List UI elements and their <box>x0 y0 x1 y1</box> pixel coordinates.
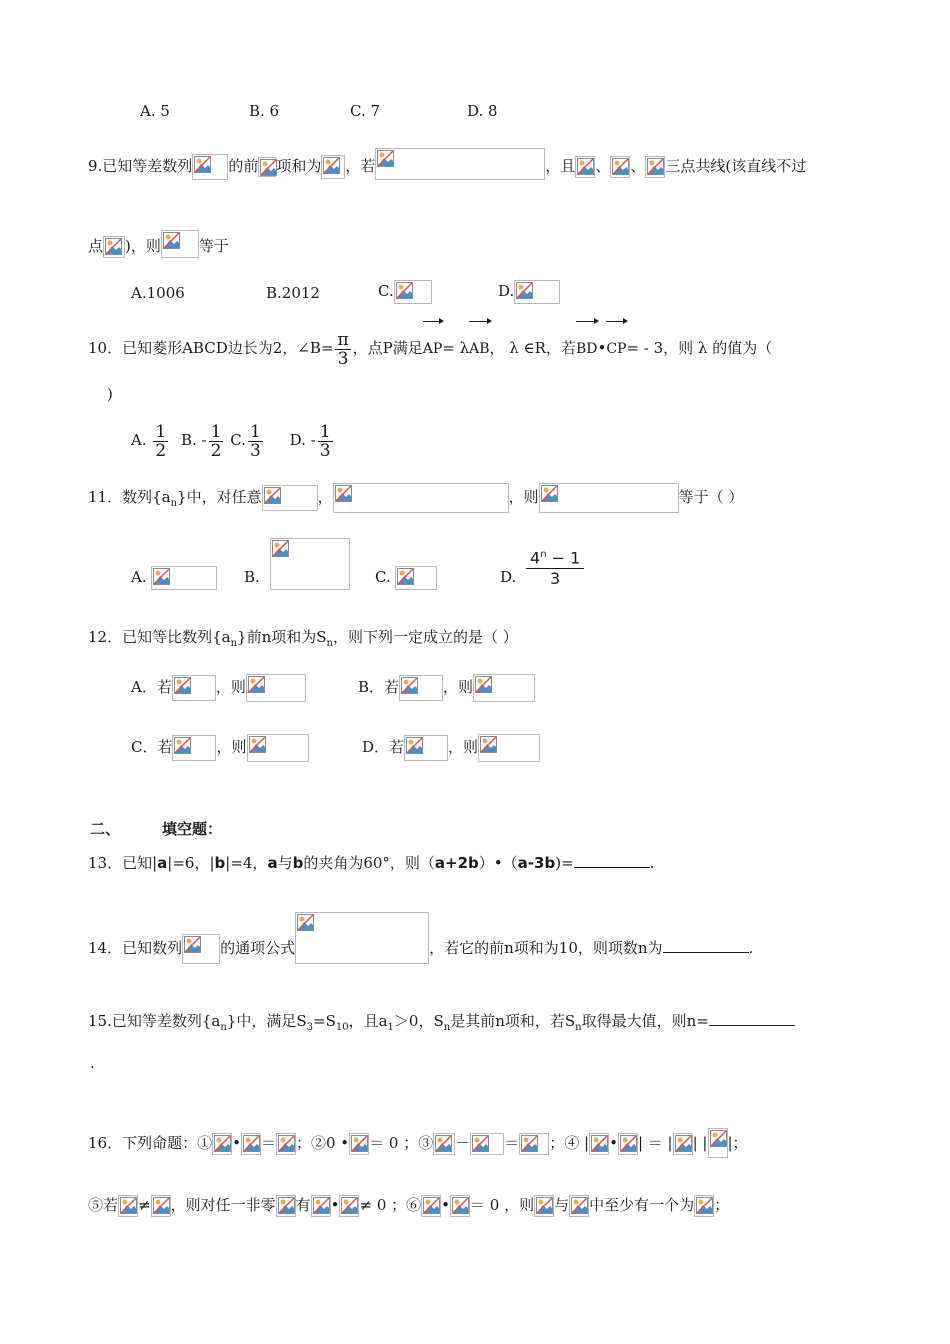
q15-trailing-dot: . <box>90 1054 95 1072</box>
q13-text: 13．已知| <box>88 854 158 872</box>
numerator-exponent: n <box>540 549 547 560</box>
q13-text: |=4， <box>225 854 268 872</box>
q10-text: ，点P满足 <box>352 339 423 357</box>
q13-text: |=6，| <box>167 854 215 872</box>
image-placeholder-icon <box>708 1128 728 1158</box>
q9-text: 9.已知等差数列 <box>88 157 193 175</box>
q9-option-d <box>498 280 560 304</box>
q9-text: 、 <box>630 157 646 175</box>
q8-option-c: C. 7 <box>350 102 381 120</box>
q9-text: 的前 <box>228 157 259 175</box>
q11-text: ，则 <box>508 488 539 506</box>
dot-operator: • <box>330 1196 340 1214</box>
fraction-numerator <box>526 545 584 569</box>
q10-option-a-label: A. <box>131 431 147 449</box>
image-placeholder-icon <box>694 1195 714 1217</box>
q11-line1 <box>88 480 743 521</box>
q13-text: 的夹角为60°，则（ <box>303 854 435 872</box>
subscript: n <box>220 1022 227 1033</box>
vector-a: a <box>267 854 278 872</box>
q11-text: 等于（ ） <box>678 488 744 506</box>
q9-text: 、 <box>595 157 611 175</box>
vector-cp: CP <box>606 318 626 374</box>
image-placeholder-icon <box>395 566 437 590</box>
image-placeholder-icon <box>161 230 199 258</box>
q16-text: | ＝ | <box>637 1134 673 1152</box>
equals-sign: ＝ <box>260 1134 276 1152</box>
image-placeholder-icon <box>473 674 535 702</box>
q12-text: ，则下列一定成立的是（ ） <box>332 628 518 646</box>
q9-text: )，则 <box>125 237 161 255</box>
q16-text: 与 <box>554 1196 570 1214</box>
dot-operator: • <box>441 1196 450 1214</box>
dot-operator: • <box>597 339 607 357</box>
image-placeholder-icon <box>262 485 318 511</box>
not-equal-sign: ≠ <box>138 1196 151 1214</box>
q16-text: | | <box>692 1134 708 1152</box>
image-placeholder-icon <box>399 675 443 701</box>
q12-option-label: A．若 <box>131 678 172 696</box>
image-placeholder-icon <box>514 280 560 304</box>
q15-text: }中，满足S <box>226 1012 307 1030</box>
image-placeholder-icon <box>575 156 595 178</box>
vector-ap: AP <box>423 318 443 374</box>
q11-option-a-label: A. <box>131 568 147 586</box>
image-placeholder-icon <box>421 1195 441 1217</box>
image-placeholder-icon <box>519 1133 549 1155</box>
image-placeholder-icon <box>375 148 545 180</box>
fraction-denominator: 2 <box>155 440 167 461</box>
q11-option-b-label: B. <box>244 568 260 586</box>
q13-text: )= <box>555 854 574 872</box>
image-placeholder-icon <box>539 483 679 513</box>
vector-b: b <box>214 854 226 872</box>
q15-text: ＞0，S <box>393 1012 444 1030</box>
image-placeholder-icon <box>151 1195 171 1217</box>
image-placeholder-icon <box>470 1133 504 1155</box>
q13-text: 与 <box>277 854 293 872</box>
subscript-n: n <box>230 638 238 649</box>
q9-option-c-label: C. <box>378 282 394 300</box>
answer-blank[interactable] <box>663 952 749 953</box>
q11-option-b-image <box>270 538 350 590</box>
image-placeholder-icon <box>450 1195 470 1217</box>
image-placeholder-icon <box>618 1133 638 1155</box>
image-placeholder-icon <box>182 934 220 964</box>
subscript: n <box>443 1022 451 1033</box>
q16-text: 中至少有一个为 <box>589 1196 695 1214</box>
fraction-denominator: 2 <box>210 440 222 461</box>
fraction-numerator: 1 <box>319 421 331 442</box>
image-placeholder-icon <box>246 674 306 702</box>
q16-text: ＝ 0 ；③ <box>369 1134 434 1152</box>
q10-text: ， λ ∈R，若 <box>489 339 576 357</box>
fraction-denominator: 3 <box>550 569 561 589</box>
q13-end: . <box>649 854 655 872</box>
q9-option-b: B.2012 <box>266 284 320 302</box>
q10-option-a-fraction <box>153 423 168 460</box>
q16-text: 16．下列命题：① <box>88 1134 213 1152</box>
q15-text: =S <box>313 1012 336 1030</box>
q16-text: ⑤若 <box>88 1196 119 1214</box>
q10-text: = - 3，则 λ 的值为（ <box>626 339 773 357</box>
q12-option-label: B．若 <box>358 678 400 696</box>
q14-text: ，若它的前n项和为10，则项数n为 <box>429 939 663 957</box>
numerator-rest: − 1 <box>546 548 581 568</box>
q9-text: 项和为 <box>276 157 322 175</box>
image-placeholder-icon <box>569 1195 589 1217</box>
q16-line1 <box>88 1128 748 1158</box>
q14-line <box>88 912 753 964</box>
fraction-numerator: 1 <box>155 421 167 442</box>
vector-b: b <box>292 854 304 872</box>
subscript: n <box>575 1022 582 1033</box>
image-placeholder-icon <box>333 483 509 513</box>
subscript: 3 <box>306 1022 313 1033</box>
q9-text: 三点共线(该直线不过 <box>665 157 807 175</box>
vector-bd: BD <box>576 318 598 374</box>
q10-options <box>131 420 335 460</box>
q13-expression-1: a+2b <box>434 854 479 872</box>
q9-option-a: A.1006 <box>131 284 185 302</box>
subscript-n: n <box>326 638 333 649</box>
image-placeholder-icon <box>103 236 125 258</box>
fraction-denominator: 3 <box>319 440 331 461</box>
q12-option-d <box>362 734 540 762</box>
q8-option-b: B. 6 <box>249 102 280 120</box>
q11-option-a <box>131 566 217 590</box>
q11-option-c-label: C. <box>375 568 391 586</box>
image-placeholder-icon <box>673 1133 693 1155</box>
fraction-numerator: 1 <box>210 421 222 442</box>
q9-text: ，若 <box>345 157 376 175</box>
q15-line <box>88 1010 795 1039</box>
vector-ab: AB <box>469 318 489 374</box>
image-placeholder-icon <box>433 1133 455 1155</box>
q15-text: 是其前n项和，若S <box>450 1012 576 1030</box>
q10-line1 <box>88 318 772 374</box>
q11-option-d-label: D. <box>500 568 517 586</box>
q12-option-c <box>131 734 309 762</box>
q13-expression-2: a-3b <box>517 854 556 872</box>
q12-text: }前n项和为S <box>237 628 327 646</box>
minus-sign: － <box>455 1134 471 1152</box>
q10-close-paren: ) <box>107 385 113 403</box>
image-placeholder-icon <box>478 734 540 762</box>
image-placeholder-icon <box>311 1195 331 1217</box>
answer-blank[interactable] <box>709 1025 795 1026</box>
subscript: 1 <box>387 1022 394 1033</box>
q8-option-a: A. 5 <box>140 102 170 120</box>
image-placeholder-icon <box>241 1133 261 1155</box>
q9-line2 <box>88 230 229 258</box>
q10-option-c-fraction <box>248 423 263 460</box>
q16-text: ；②0 • <box>295 1134 350 1152</box>
fraction-numerator: 1 <box>249 421 261 442</box>
image-placeholder-icon <box>276 1133 296 1155</box>
q16-text: ；④ | <box>549 1134 590 1152</box>
q10-option-d-label: D. - <box>289 431 316 449</box>
image-placeholder-icon <box>394 280 432 304</box>
subscript-n: n <box>170 498 178 509</box>
q12-option-label: C．若 <box>131 738 173 756</box>
image-placeholder-icon <box>589 1133 609 1155</box>
q9-option-c <box>378 280 432 304</box>
q16-text: |； <box>727 1134 748 1152</box>
image-placeholder-icon <box>404 735 448 761</box>
q10-angle-fraction <box>335 331 350 368</box>
q8-option-d: D. 8 <box>467 102 498 120</box>
image-placeholder-icon <box>276 1195 296 1217</box>
image-placeholder-icon <box>349 1133 369 1155</box>
image-placeholder-icon <box>172 735 216 761</box>
q15-text: 取得最大值，则n= <box>581 1012 709 1030</box>
q16-text: ≠ 0 ；⑥ <box>359 1196 422 1214</box>
q11-comma: ， <box>317 488 333 506</box>
q12-option-label: D．若 <box>362 738 405 756</box>
q13-text: ）•（ <box>478 854 518 872</box>
q16-text: 有 <box>295 1196 311 1214</box>
section-title: 填空题： <box>162 820 223 838</box>
q9-text: 等于 <box>198 237 229 255</box>
q12-then: ，则 <box>448 738 479 756</box>
image-placeholder-icon <box>118 1195 138 1217</box>
image-placeholder-icon <box>192 154 228 180</box>
section-number: 二、 <box>90 820 121 838</box>
q9-text: 点 <box>88 237 104 255</box>
q11-text: 11．数列{a <box>88 488 171 506</box>
q11-option-c <box>375 566 437 590</box>
q9-option-d-label: D. <box>498 282 515 300</box>
q15-text: 15.已知等差数列{a <box>88 1012 221 1030</box>
q10-option-b-label: B. - <box>181 431 207 449</box>
q12-then: ，则 <box>443 678 474 696</box>
q12-line1 <box>88 626 518 655</box>
q10-option-c-label: C. <box>230 431 246 449</box>
image-placeholder-icon <box>295 912 429 964</box>
image-placeholder-icon <box>645 156 665 178</box>
q12-option-a <box>131 674 306 702</box>
q14-text: 的通项公式 <box>220 939 296 957</box>
q10-text: 10．已知菱形ABCD边长为2，∠B= <box>88 339 334 357</box>
q14-text: 14．已知数列 <box>88 939 183 957</box>
q16-line2 <box>88 1190 729 1220</box>
q12-then: ，则 <box>216 738 247 756</box>
image-placeholder-icon <box>321 155 345 179</box>
image-placeholder-icon <box>172 675 216 701</box>
image-placeholder-icon <box>247 734 309 762</box>
q14-end: . <box>748 939 754 957</box>
vector-a: a <box>157 854 168 872</box>
q11-option-d-fraction <box>526 545 584 589</box>
q10-option-b-fraction <box>209 423 224 460</box>
image-placeholder-icon <box>270 538 350 590</box>
numerator-base: 4 <box>530 548 541 568</box>
q10-option-d-fraction <box>318 423 333 460</box>
q16-text: ，则对任一非零 <box>170 1196 276 1214</box>
q15-text: ，且a <box>348 1012 388 1030</box>
image-placeholder-icon <box>610 156 630 178</box>
image-placeholder-icon <box>339 1195 359 1217</box>
q11-text: }中，对任意 <box>177 488 262 506</box>
q9-text: ，且 <box>545 157 576 175</box>
q9-line1 <box>88 148 806 180</box>
dot-operator: • <box>232 1134 241 1152</box>
q16-text: ； <box>714 1196 730 1214</box>
answer-blank[interactable] <box>574 867 650 868</box>
fraction-denominator: 3 <box>249 440 261 461</box>
q12-then: ，则 <box>215 678 246 696</box>
q13-line <box>88 852 654 874</box>
q12-text: 12．已知等比数列{a <box>88 628 231 646</box>
q16-text: ＝ 0 ，则 <box>470 1196 535 1214</box>
image-placeholder-icon <box>534 1195 554 1217</box>
equals-sign: ＝ <box>504 1134 520 1152</box>
image-placeholder-icon <box>258 157 276 177</box>
fraction-denominator: 3 <box>337 348 349 369</box>
image-placeholder-icon <box>212 1133 232 1155</box>
fraction-numerator: π <box>337 329 349 350</box>
q12-option-b <box>358 674 535 702</box>
q10-text: = λ <box>442 339 470 357</box>
subscript: 10 <box>335 1022 349 1033</box>
dot-operator: • <box>609 1134 618 1152</box>
image-placeholder-icon <box>151 566 217 590</box>
